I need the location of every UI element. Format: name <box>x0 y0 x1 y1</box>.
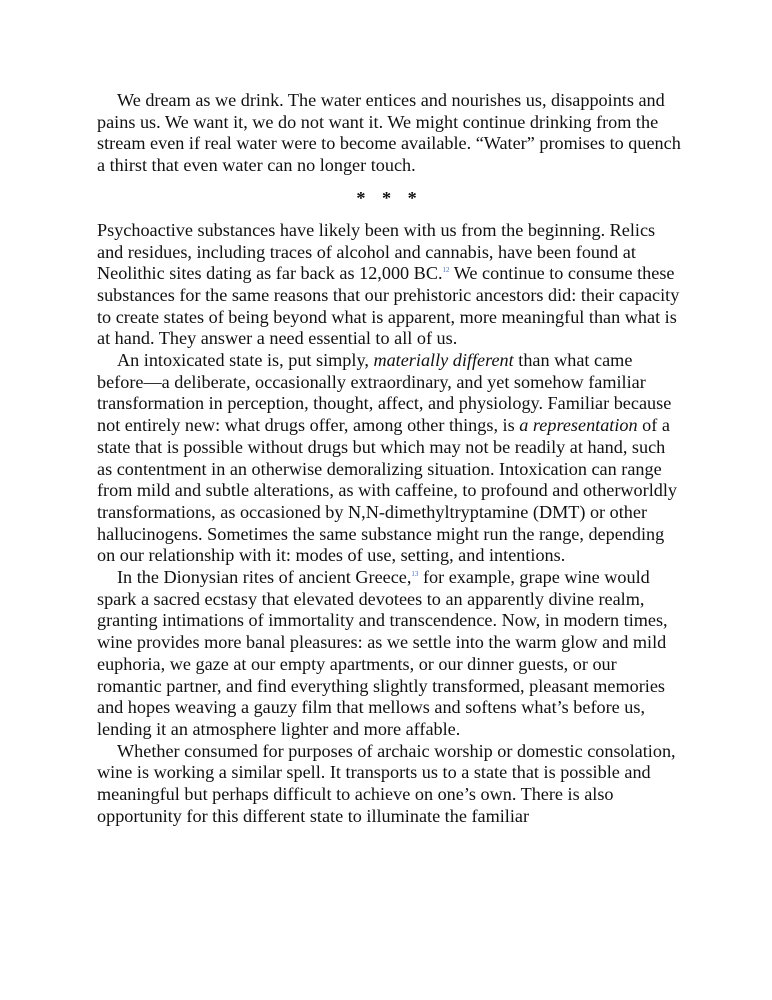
emphasis-text: materially different <box>373 350 514 371</box>
paragraph-text: An intoxicated state is, put simply, <box>117 350 374 371</box>
paragraph-text: than what came before—a deliberate, occasionally extraordinary, and yet somehow familiar transformation in perception, thought, affect, and physiology. Familiar because not entirely new: what drugs offer, among other things, is <box>97 350 672 436</box>
paragraph-text: for example, grape wine would spark a sacred ecstasy that elevated devotees to an apparently divine realm, granting intimations of immortality and transcendence. Now, in modern times, wine provides more banal pleasures: as we settle into the warm glow and mild euphoria, we gaze at our empty apartments, or our dinner guests, or our romantic partner, and find everything slightly transformed, pleasant memories and hopes weaving a gauzy film that mellows and softens what’s before us, lending it an atmosphere lighter and more affable. <box>97 567 668 739</box>
footnote-marker-13[interactable]: 13 <box>411 570 419 579</box>
paragraph-psychoactive-substances <box>97 220 682 350</box>
paragraph-text: In the Dionysian rites of ancient Greece, <box>117 567 412 588</box>
paragraph-intoxicated-state <box>97 350 682 567</box>
paragraph-wine-spell: Whether consumed for purposes of archaic worship or domestic consolation, wine is working a similar spell. It transports us to a state that is possible and meaningful but perhaps difficult to achieve on one’s own. There is also opportunity for this different state to illuminate the familiar <box>97 740 676 826</box>
book-page <box>97 90 682 828</box>
paragraph-text: We continue to consume these substances for the same reasons that our prehistoric ancestors did: their capacity to create states of being beyond what is apparent, more meaningful than what is at hand. They answer a need essential to all of us. <box>97 263 680 349</box>
paragraph-water-dream: We dream as we drink. The water entices and nourishes us, disappoints and pains us. We want it, we do not want it. We might continue drinking from the stream even if real water were to become available. “Water” promises to quench a thirst that even water can no longer touch. <box>97 90 681 176</box>
emphasis-text: a representation <box>519 415 638 436</box>
footnote-marker-12[interactable]: 12 <box>442 266 450 275</box>
paragraph-text: of a state that is possible without drugs but which may not be readily at hand, such as contentment in an otherwise demoralizing situation. Intoxication can range from mild and subtle alterations, as with caffeine, to profound and otherworldly transformations, as occasioned by N,N-dimethyltryptamine (DMT) or other hallucinogens. Sometimes the same substance might run the range, depending on our relationship with it: modes of use, setting, and intentions. <box>97 415 678 566</box>
section-break: * * * <box>356 187 423 208</box>
paragraph-text: Psychoactive substances have likely been with us from the beginning. Relics and residues, including traces of alcohol and cannabis, have been found at Neolithic sites dating as far back as 12,000 BC. <box>97 219 656 284</box>
paragraph-dionysian-rites <box>97 567 682 741</box>
